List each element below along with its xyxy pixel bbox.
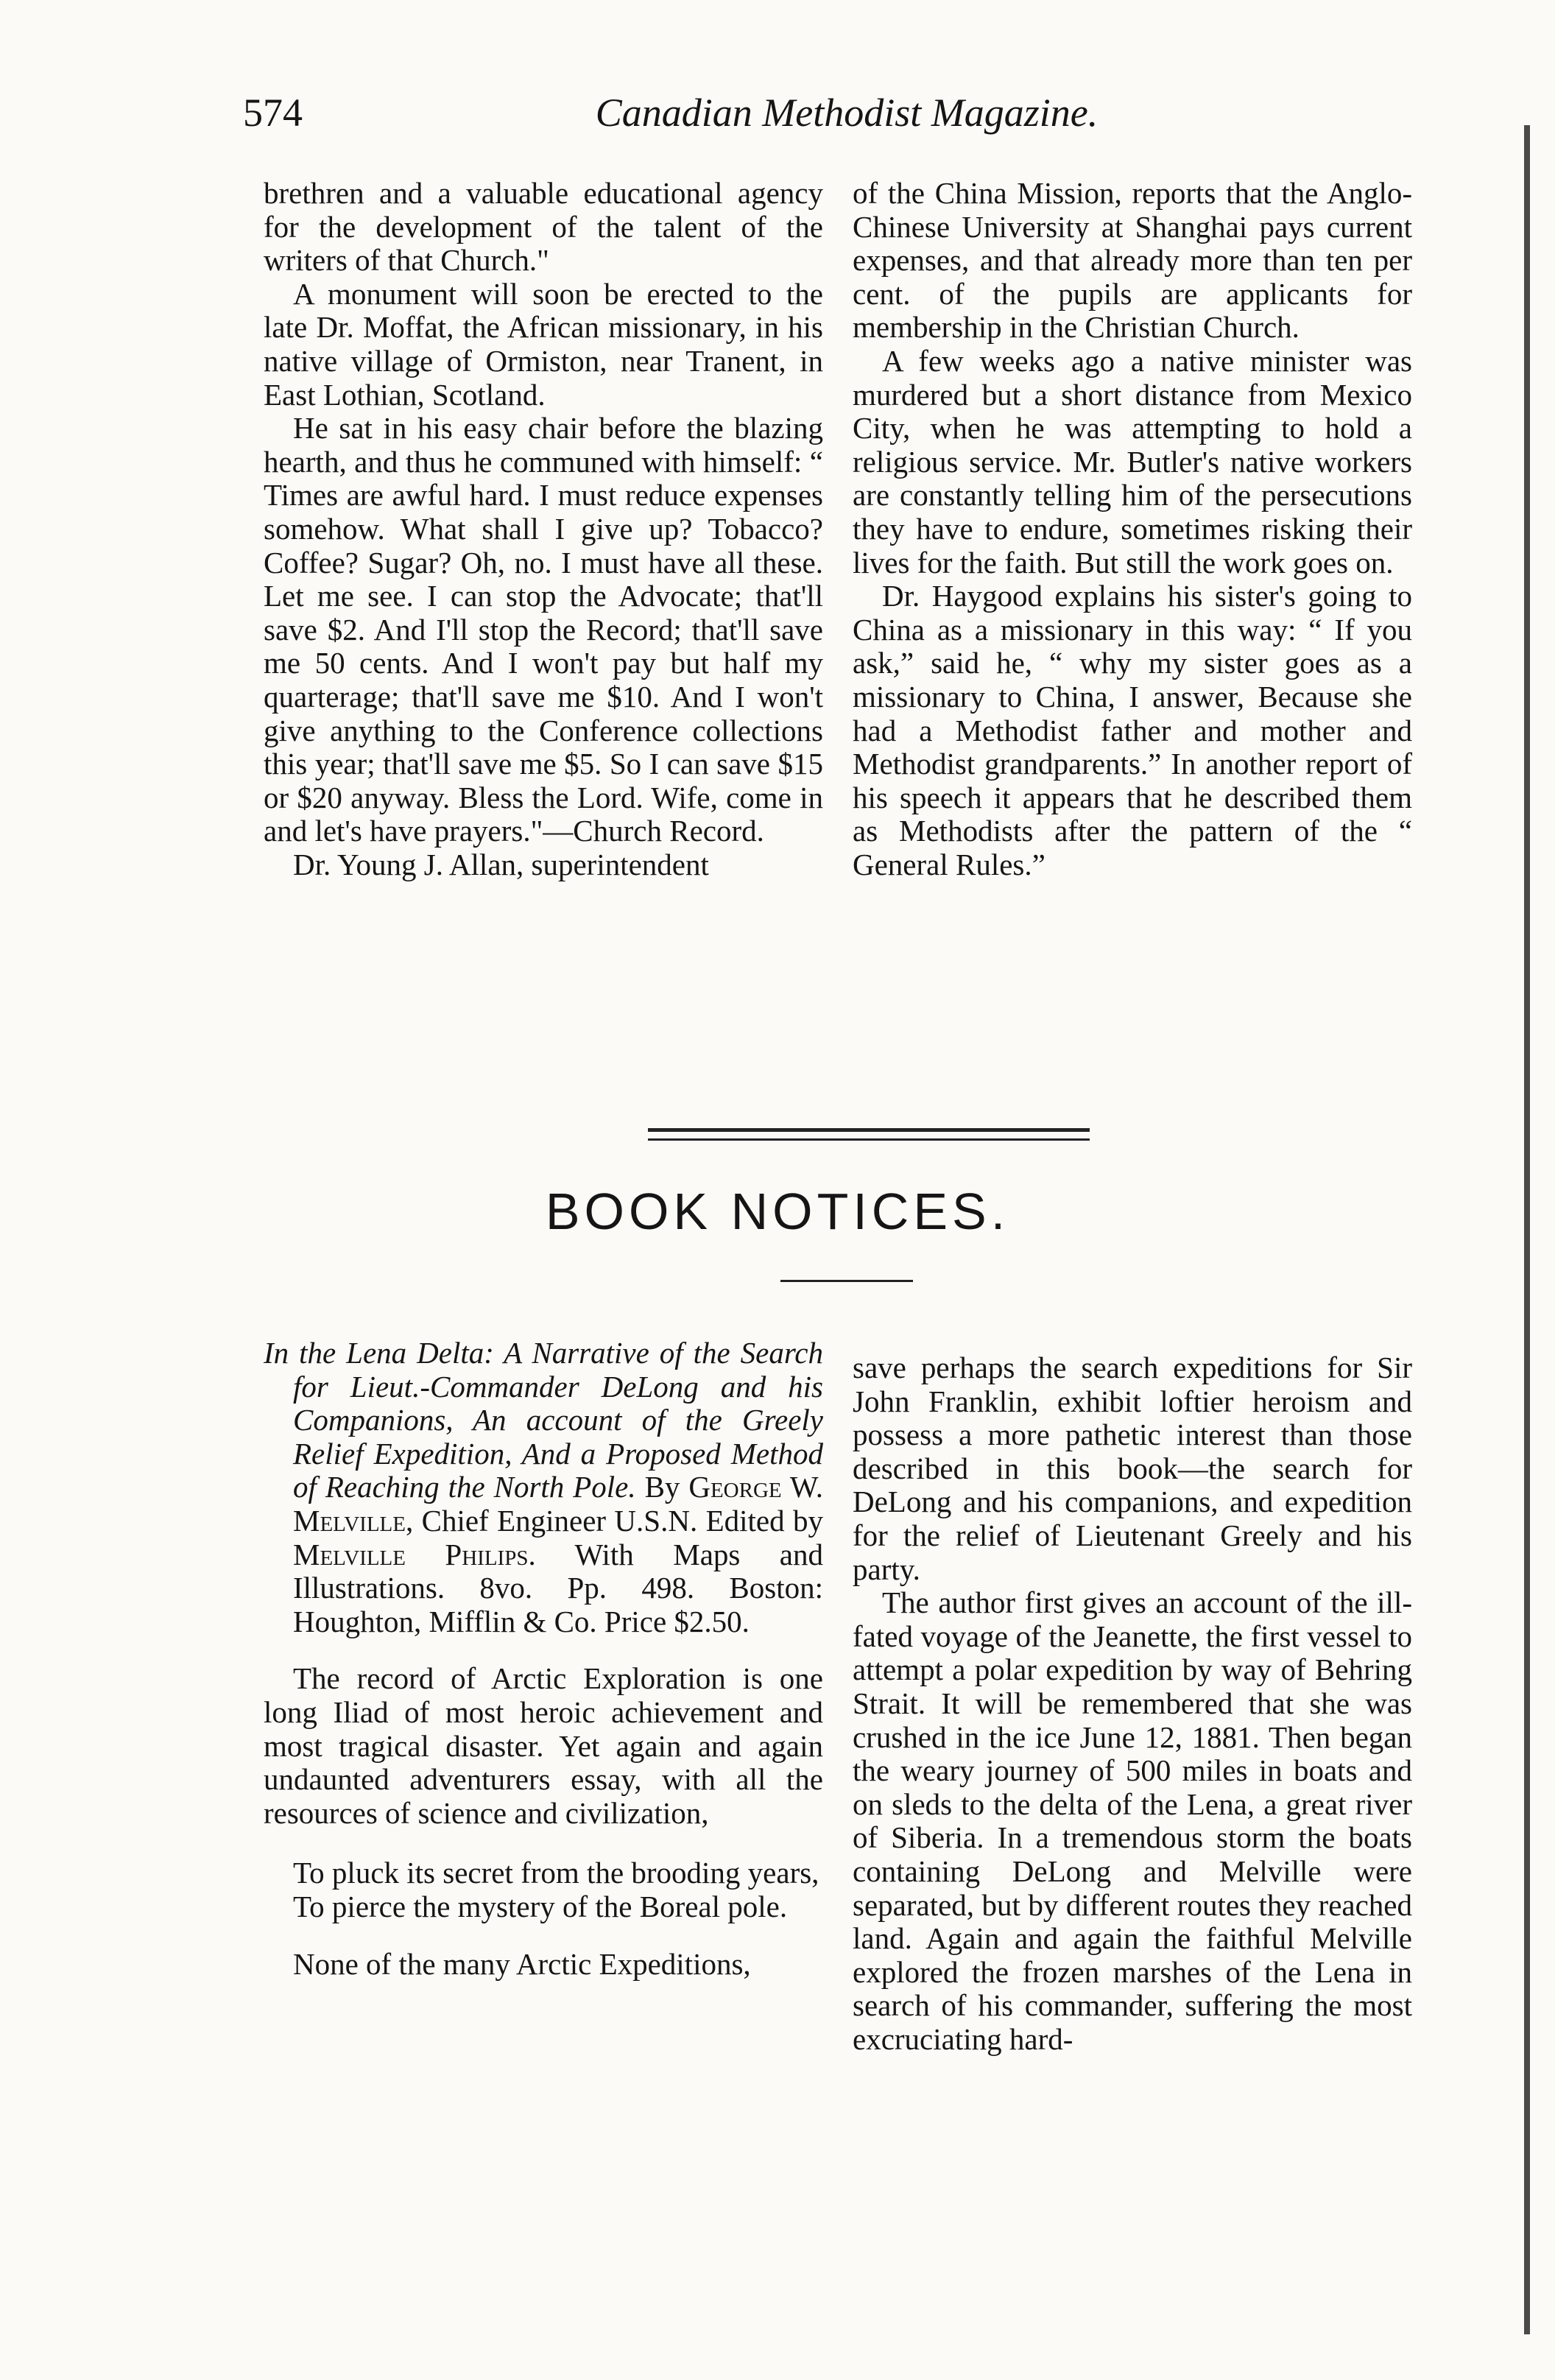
section-divider-top [648,1128,1090,1132]
paragraph: Dr. Haygood explains his sister's going to China as a missionary in this way: “ If you ask,” said he, “ why my sister goes as a missionary to China, I answer, Because she had a Methodist father and mother and Methodist grandparents.” In another report of his speech it appears that he described them as Methodists after the pattern of the “ General Rules.” [853,579,1412,881]
book-details: . With Maps and Illustrations. 8vo. Pp. 498. Boston: Houghton, Mifflin & Co. Price $2.50. [293,1537,824,1638]
poem [264,1856,823,1923]
page-number: 574 [243,91,303,135]
paragraph: The author first gives an account of the ill-fated voyage of the Jeanette, the first vessel to attempt a polar expedition by way of Behring Strait. It will be remembered that she was crushed in the ice June 12, 1881. Then began the weary journey of 500 miles in boats and on sleds to the delta of the Lena, a great river of Siberia. In a tremendous storm the boats containing DeLong and Melville were separated, but by different routes they reached land. Again and again the faithful Melville explored the frozen marshes of the Lena in search of his commander, suffering the most excruciating hard- [853,1585,1412,2056]
author-role: , Chief Engineer U.S.N. Edited by [405,1503,823,1538]
section-divider-bottom [648,1138,1090,1141]
poem-line: To pierce the mystery of the Boreal pole. [293,1889,788,1923]
top-left-column [264,177,823,881]
paragraph: The record of Arctic Exploration is one long Iliad of most heroic achievement and most tragical disaster. Yet again and again undaunted adventurers essay, with all the resources of science and civilization, [264,1661,823,1830]
book-author: George W. Melville [293,1470,824,1538]
book-notice-left-column [264,1337,823,1981]
paragraph: brethren and a valuable educational agency for the development of the talent of the writers of that Church." [264,176,823,278]
title-underline [780,1280,913,1282]
paragraph: None of the many Arctic Expeditions, [293,1946,751,1981]
section-title: BOOK NOTICES. [545,1183,1010,1240]
paragraph: A few weeks ago a native minister was murdered but a short distance from Mexico City, when he was attempting to hold a religious service. Mr. Butler's native workers are constantly telling him of the persecutions they have to endure, sometimes risking their lives for the faith. But still the work goes on. [853,343,1412,580]
paragraph: A monument will soon be erected to the late Dr. Moffat, the African missionary, in his native village of Ormiston, near Tranent, in East Lothian, Scotland. [264,276,823,412]
book-citation [264,1337,823,1638]
book-title: In the Lena Delta: A Narrative of the Search for Lieut.-Commander DeLong and his Companions, An account of the Greely Relief Expedition, And a Proposed Method of Reaching the North Pole. [264,1336,823,1504]
by-label: By [644,1470,680,1504]
paragraph: Dr. Young J. Allan, superintendent [293,847,709,881]
top-right-column [853,177,1412,881]
running-title: Canadian Methodist Magazine. [595,91,1099,135]
book-editor: Melville Philips [293,1537,529,1571]
page-header [243,90,1450,149]
paragraph: save perhaps the search expeditions for Sir John Franklin, exhibit loftier heroism and possess a more pathetic interest than those described in this book—the search for DeLong and his companions, and expedition for the relief of Lieutenant Greely and his party. [853,1351,1412,1586]
scan-edge-line [1524,125,1530,2334]
book-notice-right-column [853,1351,1412,2056]
poem-line: To pluck its secret from the brooding years, [293,1856,819,1890]
paragraph: He sat in his easy chair before the blazing hearth, and thus he communed with himself: “ Times are awful hard. I must reduce expenses somehow. What shall I give up? Tobacco? Coffee? Sugar? Oh, no. I must have all these. Let me see. I can stop the Advocate; that'll save $2. And I'll stop the Record; that'll save me 50 cents. And I won't pay but half my quarterage; that'll save me $10. And I won't give anything to the Conference collections this year; that'll save me $5. So I can save $15 or $20 anyway. Bless the Lord. Wife, come in and let's have prayers."—Church Record. [264,411,823,848]
paragraph: of the China Mission, reports that the Anglo-Chinese University at Shanghai pays current expenses, and that already more than ten per cent. of the pupils are applicants for membership in the Christian Church. [853,176,1412,345]
